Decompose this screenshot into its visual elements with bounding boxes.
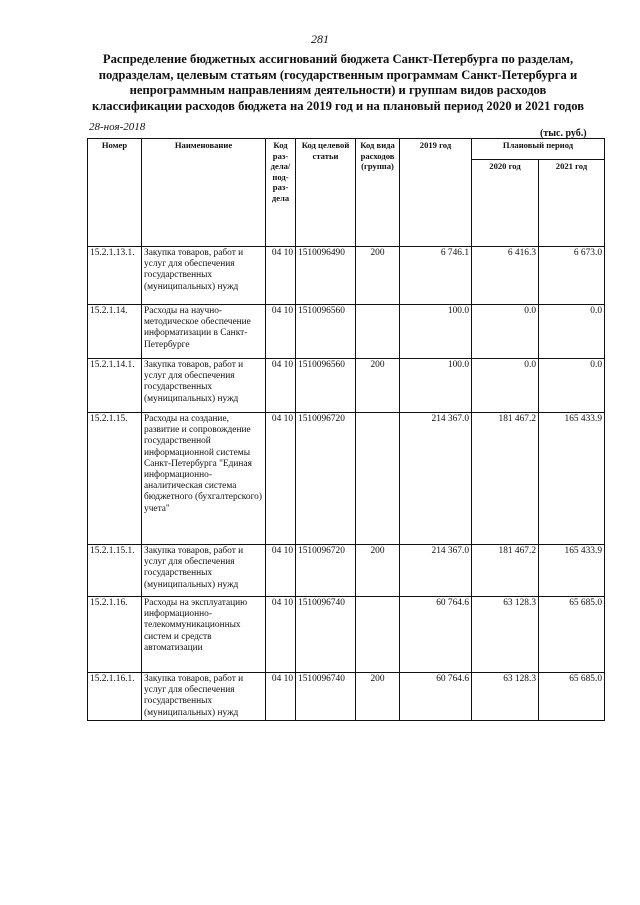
row-target-code: 1510096490	[296, 247, 356, 305]
row-amount-2019: 214 367.0	[400, 545, 472, 597]
page-number: 281	[311, 32, 329, 46]
row-target-code: 1510096740	[296, 673, 356, 721]
row-amount-2021: 165 433.9	[539, 545, 605, 597]
table-row	[88, 545, 605, 597]
row-name: Расходы на научно-методическое обеспечение информатизации в Санкт-Петербурге	[142, 305, 266, 359]
row-name: Расходы на создание, развитие и сопровождение государственной информационной системы Санкт-Петербурга "Единая информационно-аналитическая система бюджетного (бухгалтерского) учета"	[142, 413, 266, 545]
row-amount-2021: 65 685.0	[539, 597, 605, 673]
row-amount-2021: 0.0	[539, 305, 605, 359]
row-target-code: 1510096720	[296, 413, 356, 545]
row-name: Закупка товаров, работ и услуг для обеспечения государственных (муниципальных) нужд	[142, 673, 266, 721]
row-amount-2019: 100.0	[400, 305, 472, 359]
row-expense-type: 200	[356, 359, 400, 413]
row-amount-2020: 6 416.3	[472, 247, 539, 305]
table-row	[88, 359, 605, 413]
row-amount-2019: 100.0	[400, 359, 472, 413]
row-section-code: 04 10	[266, 545, 296, 597]
row-amount-2020: 0.0	[472, 305, 539, 359]
row-amount-2021: 65 685.0	[539, 673, 605, 721]
row-expense-type	[356, 305, 400, 359]
row-amount-2020: 63 128.3	[472, 597, 539, 673]
row-target-code: 1510096740	[296, 597, 356, 673]
row-number: 15.2.1.16.1.	[88, 673, 142, 721]
row-amount-2020: 181 467.2	[472, 413, 539, 545]
row-amount-2019: 214 367.0	[400, 413, 472, 545]
row-section-code: 04 10	[266, 247, 296, 305]
header-target-code: Код целевой статьи	[296, 139, 356, 247]
header-name: Наименование	[142, 139, 266, 247]
row-section-code: 04 10	[266, 673, 296, 721]
row-number: 15.2.1.15.1.	[88, 545, 142, 597]
row-section-code: 04 10	[266, 359, 296, 413]
row-name: Закупка товаров, работ и услуг для обеспечения государственных (муниципальных) нужд	[142, 545, 266, 597]
row-target-code: 1510096560	[296, 359, 356, 413]
document-date: 28-ноя-2018	[89, 121, 146, 133]
row-expense-type: 200	[356, 545, 400, 597]
row-amount-2020: 0.0	[472, 359, 539, 413]
header-section-code: Код раз-дела/ под-раз-дела	[266, 139, 296, 247]
table-row	[88, 413, 605, 545]
row-expense-type: 200	[356, 247, 400, 305]
row-target-code: 1510096560	[296, 305, 356, 359]
header-year-2020: 2020 год	[472, 160, 539, 247]
row-amount-2021: 165 433.9	[539, 413, 605, 545]
row-name: Расходы на эксплуатацию информационно-телекоммуникационных систем и средств автоматизации	[142, 597, 266, 673]
row-expense-type	[356, 413, 400, 545]
header-expense-type-code: Код вида расходов (группа)	[356, 139, 400, 247]
header-year-2019: 2019 год	[400, 139, 472, 247]
row-target-code: 1510096720	[296, 545, 356, 597]
row-number: 15.2.1.15.	[88, 413, 142, 545]
table-row	[88, 247, 605, 305]
table-row	[88, 673, 605, 721]
row-amount-2020: 181 467.2	[472, 545, 539, 597]
row-amount-2021: 0.0	[539, 359, 605, 413]
row-name: Закупка товаров, работ и услуг для обеспечения государственных (муниципальных) нужд	[142, 359, 266, 413]
row-amount-2021: 6 673.0	[539, 247, 605, 305]
table-row	[88, 597, 605, 673]
row-number: 15.2.1.14.	[88, 305, 142, 359]
row-amount-2019: 6 746.1	[400, 247, 472, 305]
budget-table	[87, 138, 605, 721]
budget-table-body	[88, 247, 605, 721]
row-expense-type: 200	[356, 673, 400, 721]
row-amount-2019: 60 764.6	[400, 673, 472, 721]
row-name: Закупка товаров, работ и услуг для обеспечения государственных (муниципальных) нужд	[142, 247, 266, 305]
row-number: 15.2.1.16.	[88, 597, 142, 673]
header-planned-period: Плановый период	[472, 139, 605, 160]
row-amount-2019: 60 764.6	[400, 597, 472, 673]
units-label: (тыс. руб.)	[540, 128, 587, 139]
header-number: Номер	[88, 139, 142, 247]
document-title: Распределение бюджетных ассигнований бюджета Санкт-Петербурга по разделам, подразделам, целевым статьям (государственным программам Санкт-Петербурга и непрограммным направлениям деятельности) и группам видов расходов классификации расходов бюджета на 2019 год и на плановый период 2020 и 2021 годов	[91, 52, 585, 113]
header-year-2021: 2021 год	[539, 160, 605, 247]
row-amount-2020: 63 128.3	[472, 673, 539, 721]
row-section-code: 04 10	[266, 305, 296, 359]
row-number: 15.2.1.14.1.	[88, 359, 142, 413]
row-number: 15.2.1.13.1.	[88, 247, 142, 305]
table-row	[88, 305, 605, 359]
row-section-code: 04 10	[266, 597, 296, 673]
row-section-code: 04 10	[266, 413, 296, 545]
row-expense-type	[356, 597, 400, 673]
